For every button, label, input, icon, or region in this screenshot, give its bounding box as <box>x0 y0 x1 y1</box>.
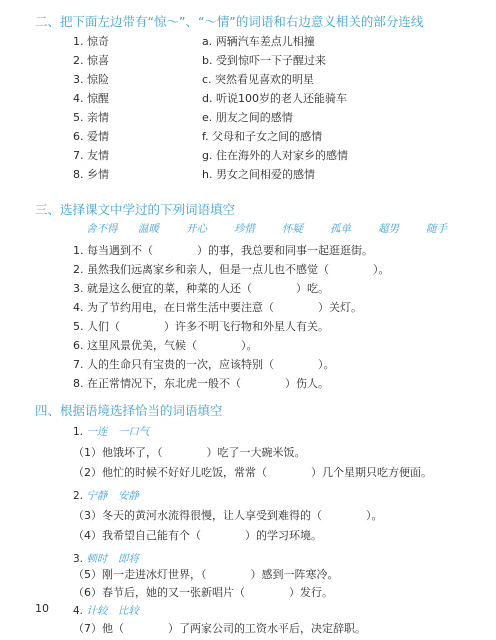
match-right-item: d. 听说100岁的老人还能骑车 <box>202 92 347 105</box>
match-left-item: 5. 亲情 <box>73 111 109 124</box>
fill-blank-item: 6. 这里风景优美，气候（ ）。 <box>73 339 258 352</box>
choice-sentence: （2）他忙的时候不好好儿吃饭，常常（ ）几个星期只吃方便面。 <box>73 466 432 479</box>
match-left-item: 3. 惊险 <box>73 73 109 86</box>
group-number: 3. <box>73 553 84 565</box>
word-choices: 宁静 安静 <box>86 490 139 502</box>
match-left-item: 7. 友情 <box>73 149 109 162</box>
choice-sentence: （1）他饿坏了，（ ）吃了一大碗米饭。 <box>73 446 306 459</box>
match-right-item: e. 朋友之间的感情 <box>202 111 293 124</box>
choice-sentence: （4）我希望自己能有个（ ）的学习环境。 <box>73 529 322 542</box>
match-left-item: 2. 惊喜 <box>73 54 109 67</box>
word-choices: 顿时 即将 <box>86 553 139 565</box>
word-choice-group-3 <box>73 551 139 566</box>
fill-blank-item: 7. 人的生命只有宝贵的一次，应该特别（ ）。 <box>73 358 335 371</box>
word-choice-group-4 <box>73 603 139 618</box>
match-right-item: c. 突然看见喜欢的明星 <box>202 73 315 86</box>
word-bank-item: 怀疑 <box>282 223 303 235</box>
fill-blank-item: 5. 人们（ ）许多不明飞行物和外星人有关。 <box>73 320 329 333</box>
match-left-item: 8. 乡情 <box>73 168 109 181</box>
match-left-item: 6. 爱情 <box>73 130 109 143</box>
group-number: 1. <box>73 426 84 438</box>
word-bank-item: 温暖 <box>138 223 159 235</box>
match-left-item: 4. 惊醒 <box>73 92 109 105</box>
match-left-item: 1. 惊奇 <box>73 35 109 48</box>
choice-sentence: （7）他（ ）了两家公司的工资水平后，决定辞职。 <box>73 622 366 635</box>
match-right-item: a. 两辆汽车差点儿相撞 <box>202 35 315 48</box>
word-choice-group-2 <box>73 488 139 503</box>
group-number: 2. <box>73 490 84 502</box>
word-choices: 计较 比较 <box>86 605 139 617</box>
section-2-title: 二、把下面左边带有“惊～”、“～情”的词语和右边意义相关的部分连线 <box>35 14 424 29</box>
fill-blank-item: 1. 每当遇到不（ ）的事，我总要和同事一起逛逛街。 <box>73 244 373 257</box>
choice-sentence: （6）春节后，她的又一张新唱片（ ）发行。 <box>73 586 333 599</box>
group-number: 4. <box>73 605 84 617</box>
page-number: 10 <box>35 602 49 615</box>
fill-blank-item: 3. 就是这么便宜的菜，种菜的人还（ ）吃。 <box>73 282 329 295</box>
word-bank-item: 珍惜 <box>234 223 255 235</box>
match-right-item: h. 男女之间相爱的感情 <box>202 168 315 181</box>
choice-sentence: （3）冬天的黄河水流得很慢，让人享受到难得的（ ）。 <box>73 509 383 522</box>
choice-sentence: （5）刚一走进冰灯世界，（ ）感到一阵寒冷。 <box>73 568 339 581</box>
word-choice-group-1 <box>73 424 149 439</box>
fill-blank-item: 4. 为了节约用电，在日常生活中要注意（ ）关灯。 <box>73 301 362 314</box>
fill-blank-item: 8. 在正常情况下，东北虎一般不（ ）伤人。 <box>73 377 329 390</box>
match-right-item: g. 住在海外的人对家乡的感情 <box>202 149 348 162</box>
section-3-title: 三、选择课文中学过的下列词语填空 <box>35 202 236 217</box>
fill-blank-item: 2. 虽然我们远离家乡和亲人，但是一点儿也不感觉（ ）。 <box>73 263 390 276</box>
section-4-title: 四、根据语境选择恰当的词语填空 <box>35 403 223 418</box>
word-choices: 一连 一口气 <box>86 426 150 438</box>
word-bank-item: 舍不得 <box>86 223 118 235</box>
word-bank-item: 开心 <box>186 223 207 235</box>
match-right-item: b. 受到惊吓一下子醒过来 <box>202 54 326 67</box>
match-right-item: f. 父母和子女之间的感情 <box>202 130 323 143</box>
word-bank-item: 超男 <box>378 223 399 235</box>
word-bank-item: 随手 <box>426 223 447 235</box>
word-bank-item: 孤单 <box>330 223 351 235</box>
